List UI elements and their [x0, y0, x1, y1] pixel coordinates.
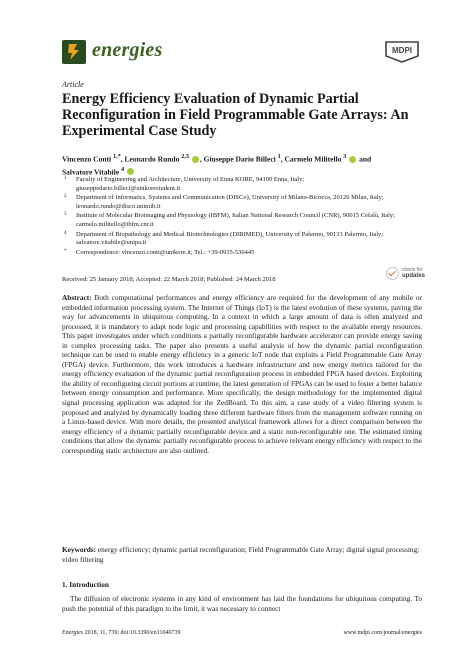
author-list [62, 152, 422, 177]
abstract-label: Abstract: [62, 293, 92, 302]
correspondence-marker: * [64, 248, 67, 254]
article-type: Article [62, 80, 84, 89]
author-name[interactable]: Vincenzo Conti [62, 154, 112, 164]
journal-header [62, 38, 422, 68]
orcid-icon[interactable] [127, 168, 134, 175]
publisher-name: MDPI [392, 46, 412, 55]
author-name[interactable]: Leonardo Rundo [124, 154, 180, 164]
author-name[interactable]: Giuseppe Dario Billeci [203, 154, 276, 164]
affiliation-item [62, 231, 402, 248]
affiliation-item [62, 176, 402, 193]
abstract [62, 293, 422, 455]
author-separator: , [280, 154, 283, 164]
author-affil-marker: 4 [121, 165, 125, 173]
correspondence-item [62, 249, 402, 258]
keywords [62, 545, 422, 564]
author-affil-marker: 3 [343, 153, 347, 160]
keywords-label: Keywords: [62, 545, 97, 554]
author-name[interactable]: Salvatore Vitabile [62, 167, 120, 176]
affiliation-text: Institute of Molecular Bioimaging and Physiology (IBFM), Italian National Research Council (CNR), 90015 Cefalù, Italy; carmelo.militello@ibfm.cnr.it [76, 212, 395, 228]
affiliation-item [62, 194, 402, 211]
orcid-icon[interactable] [192, 156, 199, 163]
affiliation-text: Faculty of Engineering and Architecture, University of Enna KORE, 94100 Enna, Italy; giuseppedario.billeci@unikorestudent.it [76, 176, 305, 192]
publication-dates: Received: 25 January 2018; Accepted: 22 March 2018; Published: 24 March 2018 [62, 276, 276, 283]
affiliation-item [62, 212, 402, 229]
intro-paragraph: The diffusion of electronic systems in any kind of environment has laid the foundations for ubiquitous computing. To push the potential of this paradigm to the limit, it was necessary to connect [62, 594, 422, 613]
check-for-updates-badge[interactable] [386, 265, 426, 283]
author-separator: , [120, 154, 123, 164]
author-affil-marker: 2,3 [181, 153, 190, 160]
affiliation-text: Department of Informatics, Systems and Communication (DISCo), University of Milano-Bicocca, 20126 Milan, Italy; leonardo.rundo@disco.unimib.it [76, 194, 384, 210]
footer-citation [62, 630, 181, 636]
keywords-text: energy efficiency; dynamic partial reconfiguration; Field Programmable Gate Array; digital signal processing; video filtering [62, 545, 420, 564]
affiliation-number: 3 [64, 212, 67, 218]
check-updates-line1: check for [402, 267, 423, 273]
author-affil-marker: 1 [277, 153, 281, 160]
check-updates-line2: updates [402, 273, 426, 279]
journal-name: energies [92, 39, 163, 61]
correspondence-text: Correspondence: vincenzo.conti@unikore.it; Tel.: +39-0935-536445 [76, 248, 255, 256]
author-conjunction: and [359, 154, 372, 164]
footer-citation-text: 2018, 11, 739; doi:10.3390/en11040739 [84, 630, 181, 636]
orcid-icon[interactable] [349, 156, 356, 163]
mdpi-logo [382, 40, 422, 64]
section-heading: 1. Introduction [62, 580, 109, 589]
affiliation-number: 1 [64, 176, 67, 181]
author-name[interactable]: Carmelo Militello [284, 154, 342, 164]
check-updates-icon [386, 267, 399, 280]
paper-title: Energy Efficiency Evaluation of Dynamic Partial Reconfiguration in Field Programmable Gate Arrays: An Experimental Case Study [62, 91, 409, 139]
author-affil-marker: 1,* [112, 153, 121, 160]
abstract-text: Both computational performances and energy efficiency are required for the development of any mobile or embedded information processing system. The Internet of Things (IoT) is the latest evolution of these systems, paving the way for advancements in ubiquitous computing. In a context in which a large amount of data is often analyzed and processed, it is mandatory to adapt node logic and processing capabilities with respect to the available energy resources. This paper investigates under which conditions a partially reconfigurable hardware accelerator can provide energy saving in complex processing tasks. The paper also presents a useful analysis of how the dynamic partial reconfiguration technique can be used to enable energy efficiency in a generic IoT node that exploits a Field Programmable Gate Array (FPGA) device. Furthermore, this work introduces a hardware infrastructure and new energy metrics tailored for the energy efficiency evaluation of the dynamic partial reconfiguration process in embedded FPGA based devices. Exploiting the ability of reconfiguring circuit portions at runtime, the latest generation of FPGAs can be used to foster a better balance between energy consumption and performance. More specifically, the design methodology for the implemented digital signal processing application was adapted for the ZedBoard. To this aim, a case study of a video filtering system is proposed and analyzed by dynamically loading three different hardware filters from the management software running on a Linux-based device. With more details, the presented analytical framework allows for a direct comparison between the energy efficiency of a dynamic partially reconfigurable device and a static non-reconfigurable one. The estimated timing conditions that allow the dynamic partially reconfigurable process to achieve relevant energy efficiency with respect to the corresponding static architecture are also outlined. [62, 293, 422, 455]
footer-url[interactable]: www.mdpi.com/journal/energies [343, 630, 422, 636]
affiliation-text: Department of Biopathology and Medical Biotechnologies (DIBIMED), University of Palermo, 90133 Palermo, Italy; salvatore.vitabile@unipa.it [76, 230, 384, 247]
affiliation-list [62, 176, 402, 258]
footer-journal: Energies [62, 630, 84, 636]
author-separator: , [199, 154, 202, 164]
affiliation-number: 4 [64, 230, 67, 236]
journal-logo-icon [62, 40, 86, 64]
affiliation-number: 2 [64, 194, 67, 200]
